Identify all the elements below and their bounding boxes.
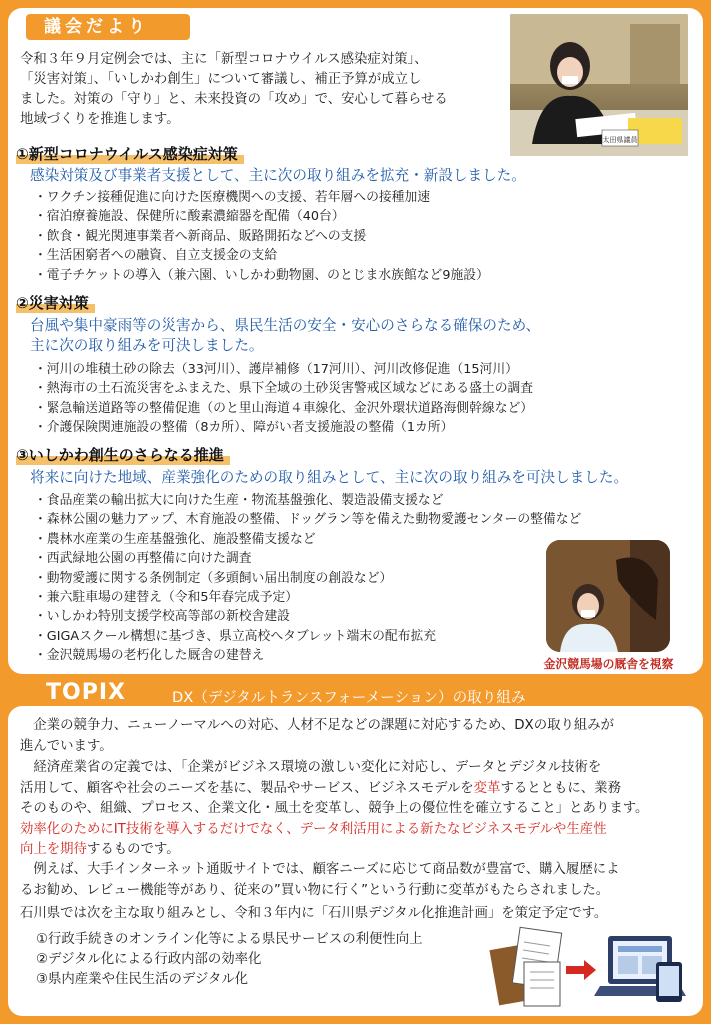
list-item: ・ 森林公園の魅力アップ、木育施設の整備、ドッグラン等を備えた動物愛護センターの整備など [34, 510, 581, 529]
list-item: ・ 介護保険関連施設の整備（8カ所）、障がい者支援施設の整備（1カ所） [34, 418, 533, 437]
section-lead-disaster [30, 316, 540, 356]
list-item: ・ 緊急輸送道路等の整備促進（のと里山海道４車線化、金沢外環状道路海側幹線など） [34, 399, 533, 418]
arrow-right-icon [566, 960, 596, 980]
paragraph-line: るお勧め、レビュー機能等があり、従来の”買い物に行く”という行動に変革がもたらされました。 [20, 882, 610, 898]
topix-title: DX（デジタルトランスフォーメーション）の取り組み [172, 689, 526, 706]
intro-line: 令和３年９月定例会では、主に「新型コロナウイルス感染症対策」、 [20, 52, 428, 67]
list-item: ・ 動物愛護に関する条例制定（多頭飼い届出制度の創設など） [34, 569, 581, 588]
title-badge: 議会だより [26, 14, 190, 40]
paragraph-line: 企業の競争力、ニューノーマルへの対応、人材不足などの課題に対応するため、DXの取り組みが [20, 718, 615, 733]
highlighted-text: 向上を期待 [20, 842, 87, 858]
council-member-illustration [510, 14, 688, 156]
section-heading-covid: ①新型コロナウイルス感染症対策 [16, 144, 244, 164]
list-item: ・ GIGAスクール構想に基づき、県立高校へタブレット端末の配布拡充 [34, 627, 581, 646]
paragraph-line: 経済産業省の定義では、「企業がビジネス環境の激しい変化に対応し、データとデジタル技術を [20, 760, 602, 775]
lead-line: 台風や集中豪雨等の災害から、県民生活の安全・安心のさらなる確保のため、 [30, 317, 541, 334]
paragraph-line [20, 840, 696, 861]
topix-paragraph-2 [20, 758, 696, 861]
list-item: ・ 食品産業の輸出拡大に向けた生産・物流基盤強化、製造設備支援など [34, 491, 581, 510]
intro-paragraph [20, 50, 498, 130]
nameplate-text: 太田県議員 [602, 136, 638, 144]
topix-label: TOPIX [46, 680, 126, 705]
list-item: ・ 宿泊療養施設、保健所に酸素濃縮器を配備（40台） [34, 207, 489, 226]
lead-line: 感染対策及び事業者支援として、主に次の取り組みを拡充・新設しました。 [30, 167, 526, 184]
list-item: ・ いしかわ特別支援学校高等部の新校舎建設 [34, 607, 581, 626]
list-item: ・ ワクチン接種促進に向けた医療機関への支援、若年層への接種加速 [34, 188, 489, 207]
initiative-list [36, 930, 423, 990]
section-heading-disaster: ②災害対策 [16, 293, 95, 313]
list-item: ・ 河川の堆積土砂の除去（33河川）、護岸補修（17河川）、河川改修促進（15河川） [34, 360, 533, 379]
intro-line: 地域づくりを推進します。 [20, 112, 180, 127]
paragraph-text: 活用して、顧客や社会のニーズを基に、製品やサービス、ビジネスモデルを [20, 780, 474, 796]
bullet-list-disaster [34, 360, 533, 438]
list-item: ・ 生活困窮者への融資、自立支援金の支給 [34, 246, 489, 265]
paper-documents-icon [489, 927, 561, 1006]
paragraph-line: そのものや、組織、プロセス、企業文化・風土を変革し、競争上の優位性を確立すること」とあります。 [20, 801, 649, 817]
lead-line: 将来に向けた地域、産業強化のための取り組みとして、主に次の取り組みを可決しました。 [30, 469, 629, 486]
list-item: ・ 熱海市の土石流災害をふまえた、県下全域の土砂災害警戒区域などにある盛土の調査 [34, 379, 533, 398]
racetrack-stable-photo [546, 540, 670, 652]
highlighted-word: 変革 [473, 780, 501, 796]
tablet-icon [656, 962, 682, 1002]
list-item: ・ 兼六駐車場の建替え（令和5年春完成予定） [34, 588, 581, 607]
list-item: ③県内産業や住民生活のデジタル化 [36, 972, 249, 987]
list-item: ①行政手続きのオンライン化等による県民サービスの利便性向上 [36, 932, 423, 947]
topix-paragraph-1 [20, 716, 696, 757]
intro-line: 「災害対策」、「いしかわ創生」について審議し、補正予算が成立し [20, 72, 422, 87]
paragraph-line: 例えば、大手インターネット通販サイトでは、顧客ニーズに応じて商品数が豊富で、購入履歴によ [20, 862, 620, 877]
section-lead-covid [30, 166, 526, 186]
digitalization-illustration [488, 922, 688, 1010]
paragraph-text: するものです。 [86, 842, 180, 858]
photo-caption: 金沢競馬場の厩舎を視察 [543, 657, 674, 671]
topix-paragraph-3 [20, 860, 696, 901]
paragraph-line [20, 779, 696, 800]
list-item: ・ 西武緑地公園の再整備に向けた調査 [34, 549, 581, 568]
list-item: ・ 飲食・観光関連事業者へ新商品、販路開拓などへの支援 [34, 227, 489, 246]
list-item: ・ 農林水産業の生産基盤強化、施設整備支援など [34, 530, 581, 549]
list-item: ・ 金沢競馬場の老朽化した厩舎の建替え [34, 646, 581, 665]
lead-line: 主に次の取り組みを可決しました。 [30, 337, 264, 354]
list-item: ②デジタル化による行政内部の効率化 [36, 952, 262, 967]
paragraph-line: 進んでいます。 [20, 738, 113, 754]
paragraph-text: するとともに、業務 [500, 780, 621, 796]
bullet-list-revitalization [34, 491, 581, 666]
paragraph-line: 石川県では次を主な取り組みとし、令和３年内に「石川県デジタル化推進計画」を策定予定です。 [20, 906, 608, 921]
council-member-photo [510, 14, 688, 156]
section-heading-revitalization: ③いしかわ創生のさらなる推進 [16, 445, 230, 465]
highlighted-line: 効率化のためにIT技術を導入するだけでなく、データ利活用による新たなビジネスモデルや生産性 [20, 821, 607, 837]
section-lead-revitalization [30, 468, 628, 488]
bullet-list-covid [34, 188, 489, 285]
stable-visit-illustration [546, 540, 670, 652]
intro-line: ました。対策の「守り」と、未来投資の「攻め」で、安心して暮らせる [20, 92, 448, 107]
list-item: ・ 電子チケットの導入（兼六園、いしかわ動物園、のとじま水族館など9施設） [34, 266, 489, 285]
